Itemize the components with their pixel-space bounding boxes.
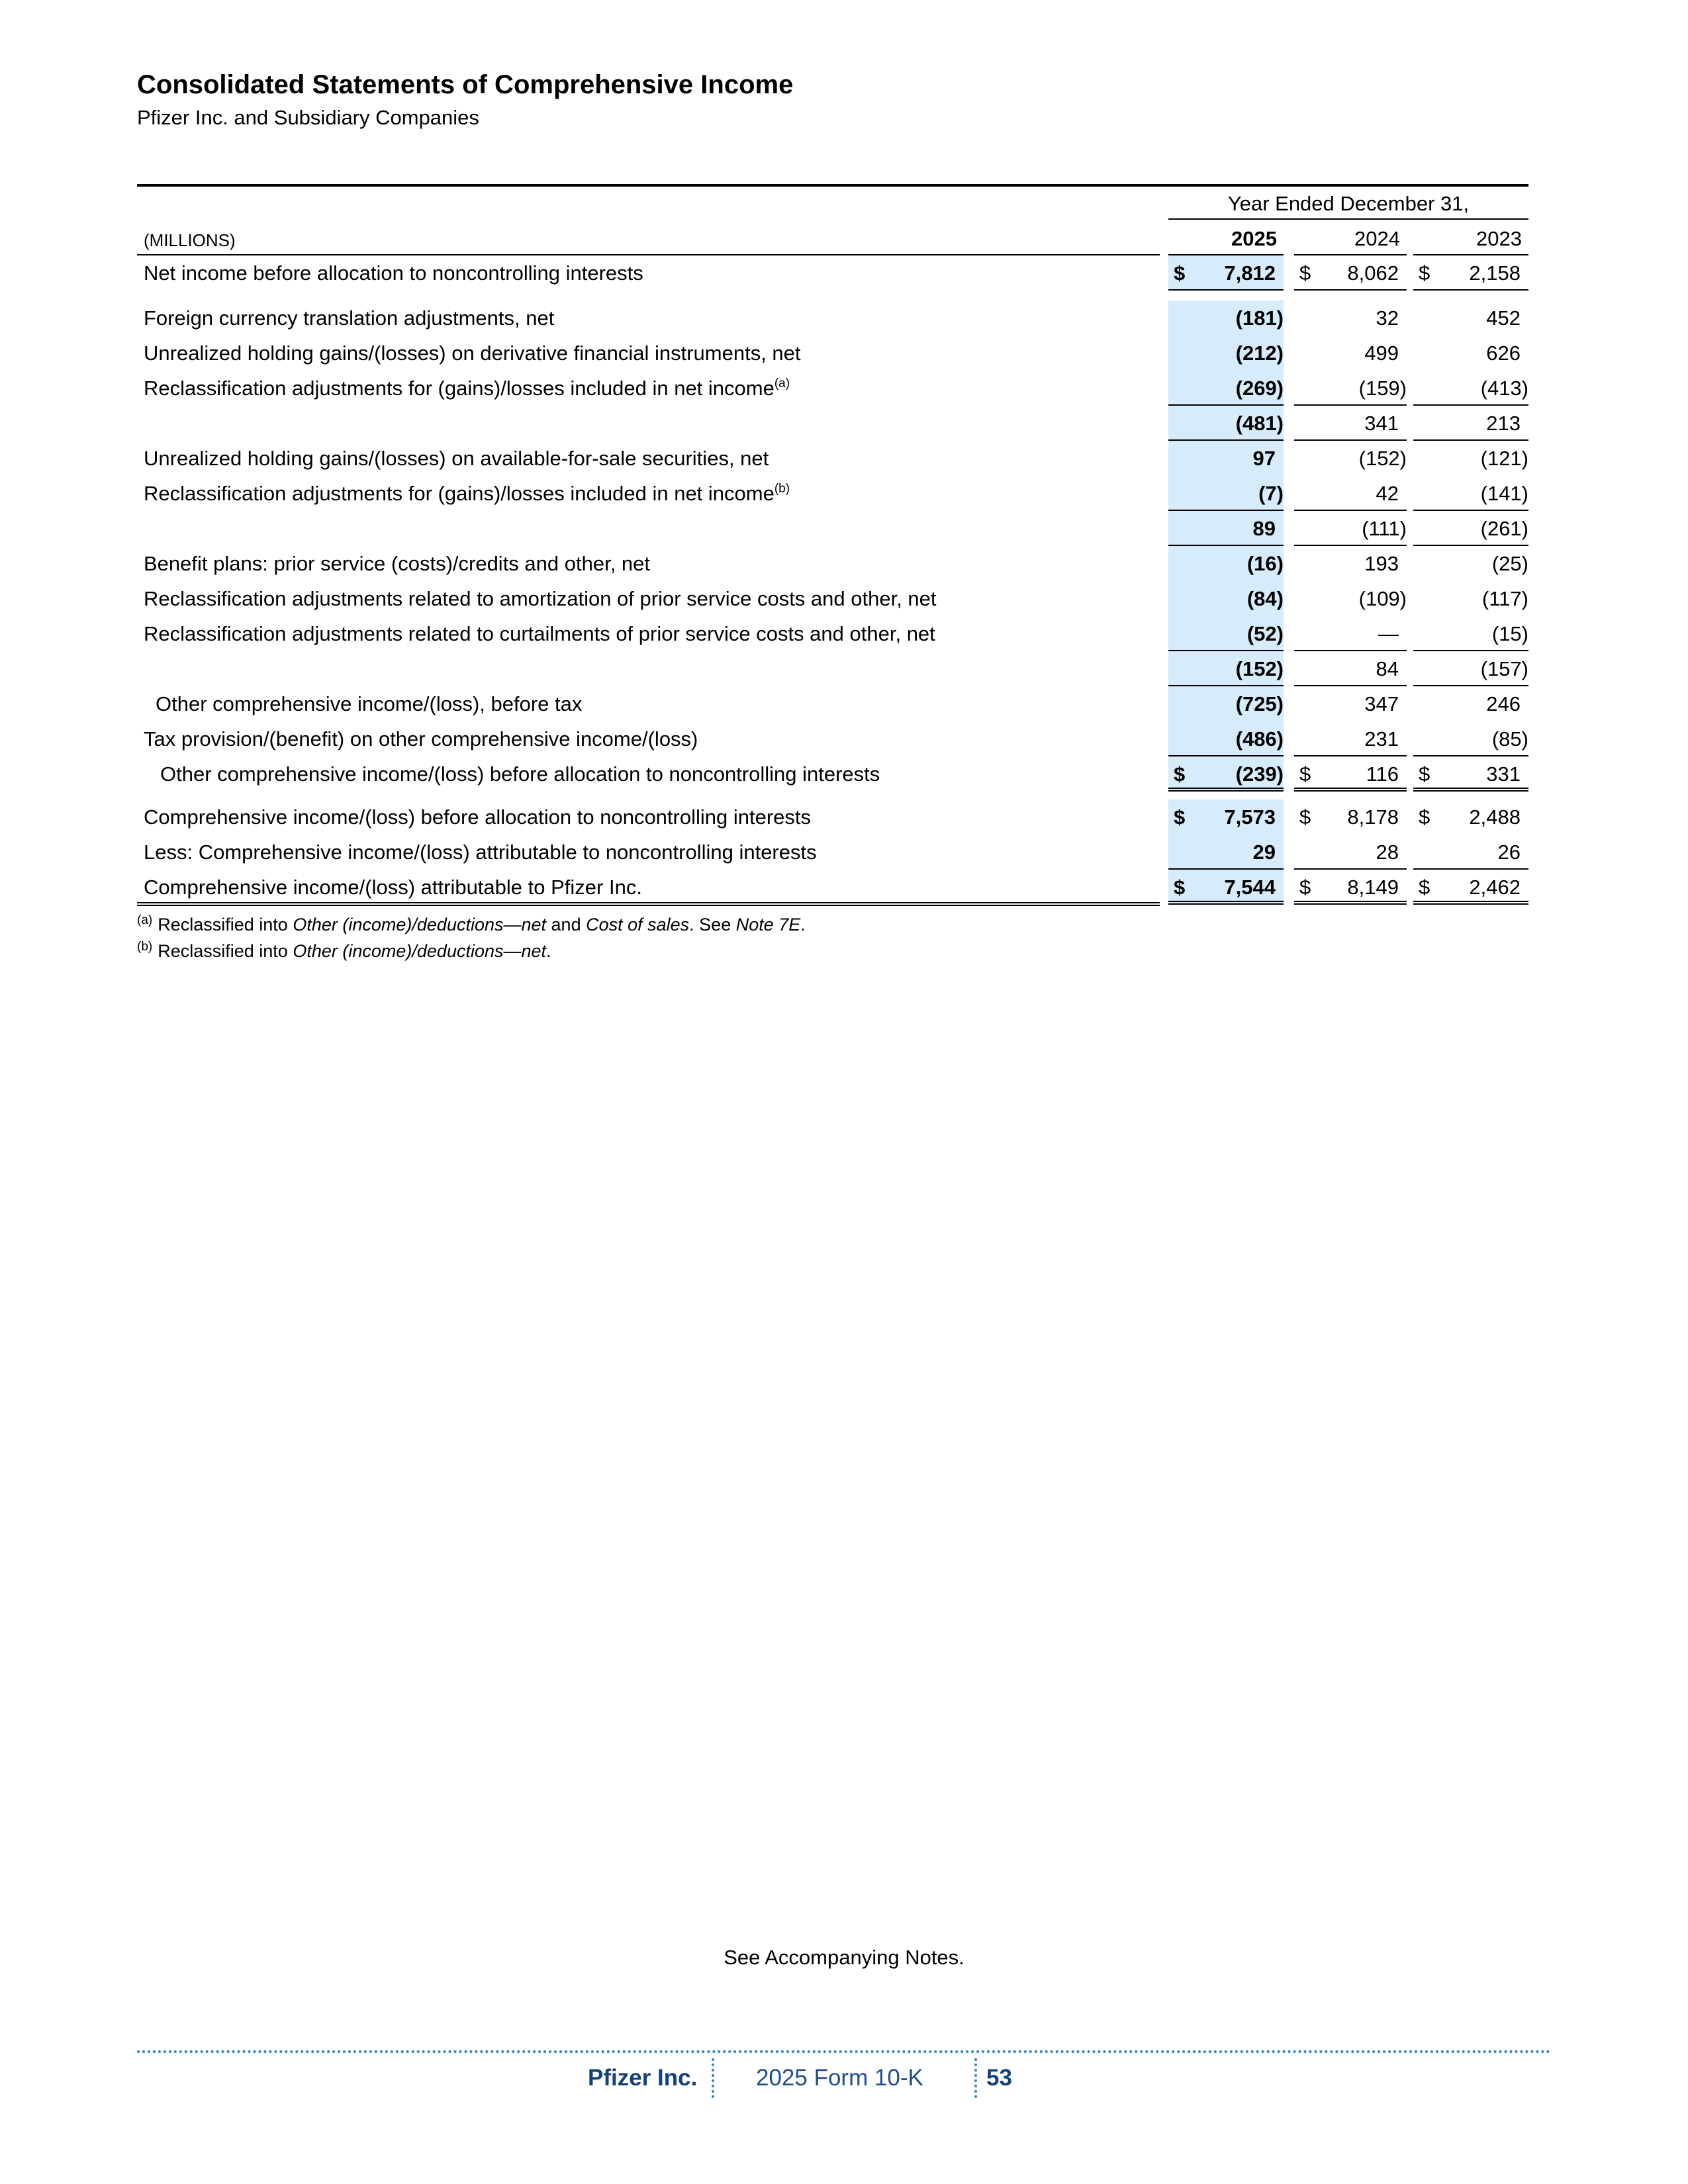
subtotal-row [137, 406, 1528, 441]
row-label: Tax provision/(benefit) on other comprehensive income/(loss) [144, 727, 698, 751]
value-cell-2025: $ 7,544 [1168, 870, 1284, 905]
row-label: Reclassification adjustments related to curtailments of prior service costs and other, net [144, 622, 935, 645]
table-row [137, 799, 1528, 835]
total-row [137, 870, 1528, 905]
value-cell-2025: (481) [1168, 406, 1284, 441]
page-number: 53 [986, 2065, 1012, 2091]
footnote-b: $^{(b)}$ Reclassified into Other (income)/deductions—net. [137, 940, 551, 961]
subtotal-row [137, 651, 1528, 686]
value-cell-2024: $ 116 [1294, 756, 1407, 792]
value-cell-2024: 32 [1376, 306, 1399, 330]
units-label: (MILLIONS) [144, 230, 236, 250]
table-row [137, 371, 1528, 406]
row-label: Foreign currency translation adjustments, net [144, 306, 555, 330]
value-cell-2024: (152) [1358, 447, 1407, 470]
value-cell-2023: (157) [1413, 651, 1528, 686]
table-row [137, 616, 1528, 651]
value-cell-2025: (486) [1168, 721, 1284, 756]
table-row [137, 255, 1528, 291]
row-label: Reclassification adjustments for (gains)/losses included in net income$^{(a)}$ [144, 377, 790, 400]
value-cell-2024: $ 8,178 [1299, 805, 1399, 829]
value-cell-2024: $ 8,149 [1294, 870, 1407, 905]
row-label: Reclassification adjustments related to amortization of prior service costs and other, net [144, 587, 937, 610]
footnote-ref-a: (a) [774, 377, 790, 390]
value-cell-2024: 341 [1294, 406, 1407, 441]
subtotal-row [137, 511, 1528, 546]
table-row [137, 441, 1528, 476]
table-row [137, 581, 1528, 616]
value-cell-2025: (84) [1168, 581, 1284, 616]
table-row [137, 300, 1528, 336]
table-top-rule [137, 184, 1528, 187]
footnote-a: $^{(a)}$ Reclassified into Other (income)/deductions—net and Cost of sales. See Note 7E. [137, 913, 806, 934]
value-cell-2025: (269) [1168, 371, 1284, 406]
page-subtitle: Pfizer Inc. and Subsidiary Companies [137, 106, 479, 129]
value-cell-2024: 231 [1294, 721, 1407, 756]
value-cell-2024: — [1294, 616, 1407, 651]
value-cell-2025: (52) [1168, 616, 1284, 651]
value-cell-2023: 213 [1413, 406, 1528, 441]
value-cell-2025: $ 7,573 [1168, 799, 1284, 835]
see-accompanying-notes: See Accompanying Notes. [724, 1946, 964, 1969]
period-header: Year Ended December 31, [1168, 189, 1528, 220]
row-label: Benefit plans: prior service (costs)/credits and other, net [144, 552, 651, 575]
row-label: Comprehensive income/(loss) before allocation to noncontrolling interests [144, 805, 812, 829]
footer-company: Pfizer Inc. [588, 2065, 698, 2091]
footer-separator [974, 2058, 977, 2098]
row-label: Net income before allocation to noncontrolling interests [144, 261, 643, 285]
footer-separator [712, 2058, 714, 2098]
value-cell-2025: (16) [1168, 546, 1284, 581]
value-cell-2023: (117) [1481, 587, 1528, 610]
row-label: Other comprehensive income/(loss), before tax [156, 692, 583, 715]
table-row [137, 546, 1528, 581]
row-label: Unrealized holding gains/(losses) on available-for-sale securities, net [144, 447, 769, 470]
value-cell-2023: $ 331 [1413, 756, 1528, 792]
footnote-ref-b: (b) [774, 482, 790, 496]
value-cell-2023: $ 2,158 [1413, 255, 1528, 291]
value-cell-2024: 84 [1294, 651, 1407, 686]
value-cell-2023: $ 2,462 [1413, 870, 1528, 905]
table-row [137, 835, 1528, 870]
value-cell-2025: (181) [1168, 300, 1284, 336]
footer-divider [137, 2050, 1551, 2053]
value-cell-2024: (111) [1294, 511, 1407, 546]
table-row [137, 336, 1528, 371]
value-cell-2025: $ 7,812 [1168, 255, 1284, 291]
value-cell-2023: (25) [1491, 552, 1528, 575]
value-cell-2024: $ 8,062 [1294, 255, 1407, 291]
year-header-2024: 2024 [1294, 224, 1407, 255]
value-cell-2023: 452 [1486, 306, 1521, 330]
value-cell-2025: (725) [1168, 686, 1284, 721]
year-header-2023: 2023 [1413, 224, 1528, 255]
row-label: Other comprehensive income/(loss) before allocation to noncontrolling interests [160, 762, 880, 786]
value-cell-2025: (7) [1168, 476, 1284, 511]
row-label: Unrealized holding gains/(losses) on derivative financial instruments, net [144, 341, 801, 365]
final-double-rule [137, 902, 1160, 906]
footer-form: 2025 Form 10-K [756, 2065, 923, 2091]
value-cell-2023: 626 [1486, 341, 1521, 365]
value-cell-2024: 193 [1364, 552, 1399, 575]
value-cell-2024: 42 [1294, 476, 1407, 511]
value-cell-2023: (413) [1413, 371, 1528, 406]
year-header-2025: 2025 [1168, 224, 1284, 255]
value-cell-2024: (109) [1358, 587, 1407, 610]
page-title: Consolidated Statements of Comprehensive Income [137, 70, 794, 99]
value-cell-2023: (15) [1413, 616, 1528, 651]
value-cell-2025: 29 [1168, 835, 1284, 870]
value-cell-2023: 26 [1413, 835, 1528, 870]
value-cell-2023: 246 [1486, 692, 1521, 715]
table-row [137, 721, 1528, 756]
value-cell-2024: 28 [1294, 835, 1407, 870]
value-cell-2023: (261) [1413, 511, 1528, 546]
value-cell-2025: (152) [1168, 651, 1284, 686]
value-cell-2024: 499 [1364, 341, 1399, 365]
row-label: Less: Comprehensive income/(loss) attributable to noncontrolling interests [144, 841, 817, 864]
row-label: Comprehensive income/(loss) attributable to Pfizer Inc. [144, 876, 642, 899]
table-row [137, 686, 1528, 721]
value-cell-2023: (121) [1480, 447, 1528, 470]
value-cell-2024: (159) [1294, 371, 1407, 406]
value-cell-2025: 89 [1168, 511, 1284, 546]
value-cell-2025: 97 [1168, 441, 1284, 476]
value-cell-2023: $ 2,488 [1419, 805, 1521, 829]
value-cell-2024: 347 [1364, 692, 1399, 715]
value-cell-2025: $ (239) [1168, 756, 1284, 792]
value-cell-2025: (212) [1168, 336, 1284, 371]
total-row [137, 756, 1528, 792]
table-row [137, 476, 1528, 511]
value-cell-2023: (85) [1413, 721, 1528, 756]
row-label: Reclassification adjustments for (gains)/losses included in net income$^{(b)}$ [144, 482, 790, 505]
value-cell-2023: (141) [1413, 476, 1528, 511]
